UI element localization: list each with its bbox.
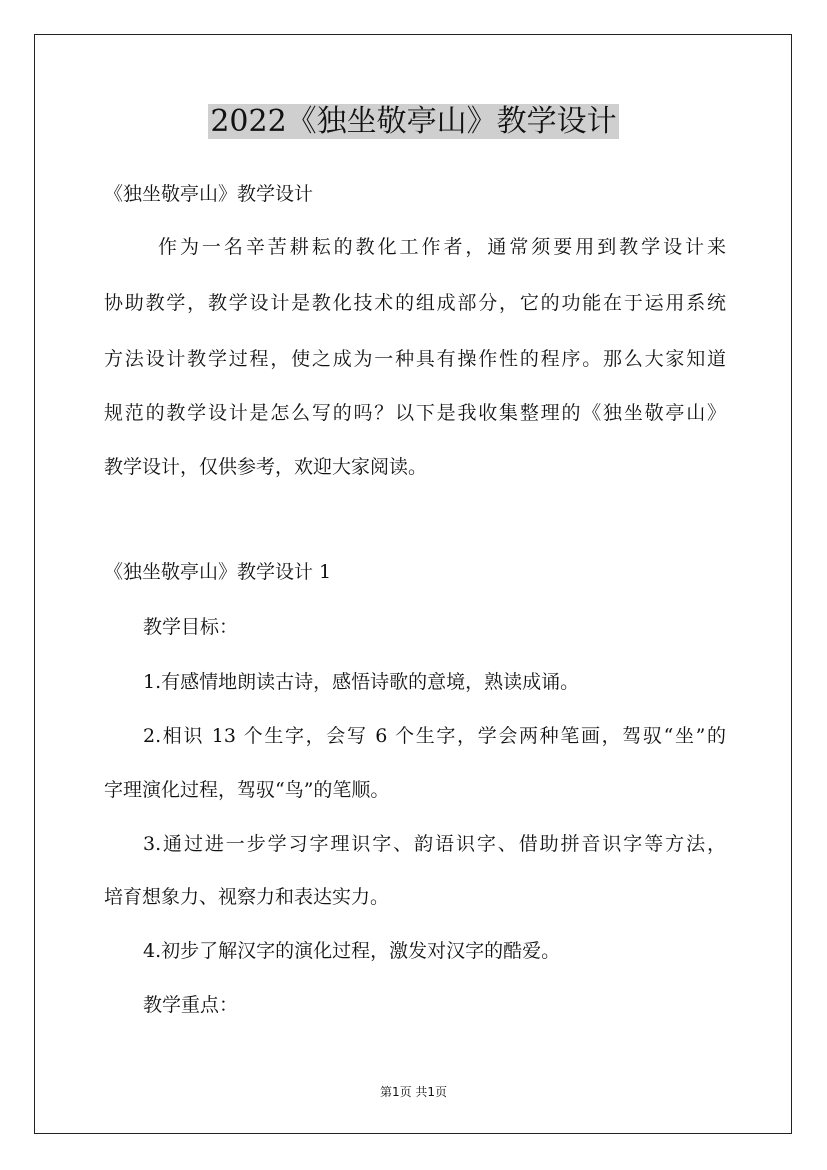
objective-3-line-1: 3.通过进一步学习字理识字、韵语识字、借助拼音识字等方法， xyxy=(143,833,726,855)
page-number-footer: 第1页 共1页 xyxy=(379,1085,448,1099)
document-title-text: 2022《独坐敬亭山》教学设计 xyxy=(210,104,617,139)
objective-1: 1.有感情地朗读古诗，感悟诗歌的意境，熟读成诵。 xyxy=(143,671,580,693)
objectives-heading: 教学目标： xyxy=(143,616,239,638)
intro-line-5: 教学设计，仅供参考，欢迎大家阅读。 xyxy=(104,456,428,478)
objective-2-line-1: 2.相识 13 个生字，会写 6 个生字，学会两种笔画，驾驭“坐”的 xyxy=(143,725,726,747)
intro-line-1: 作为一名辛苦耕耘的教化工作者，通常须要用到教学设计来 xyxy=(158,236,726,258)
objective-4: 4.初步了解汉字的演化过程，激发对汉字的酷爱。 xyxy=(143,940,561,962)
intro-line-2: 协助教学，教学设计是教化技术的组成部分，它的功能在于运用系统 xyxy=(104,292,726,314)
objective-3-line-2: 培育想象力、视察力和表达实力。 xyxy=(104,886,390,908)
document-title xyxy=(0,100,827,144)
intro-line-4: 规范的教学设计是怎么写的吗？以下是我收集整理的《独坐敬亭山》 xyxy=(104,402,726,424)
objective-2-line-2: 字理演化过程，驾驭“鸟”的笔顺。 xyxy=(104,779,390,801)
section-heading: 《独坐敬亭山》教学设计 1 xyxy=(104,561,332,583)
document-subtitle: 《独坐敬亭山》教学设计 xyxy=(104,183,314,205)
intro-line-3: 方法设计教学过程，使之成为一种具有操作性的程序。那么大家知道 xyxy=(104,348,726,370)
keypoints-heading: 教学重点： xyxy=(143,994,239,1016)
